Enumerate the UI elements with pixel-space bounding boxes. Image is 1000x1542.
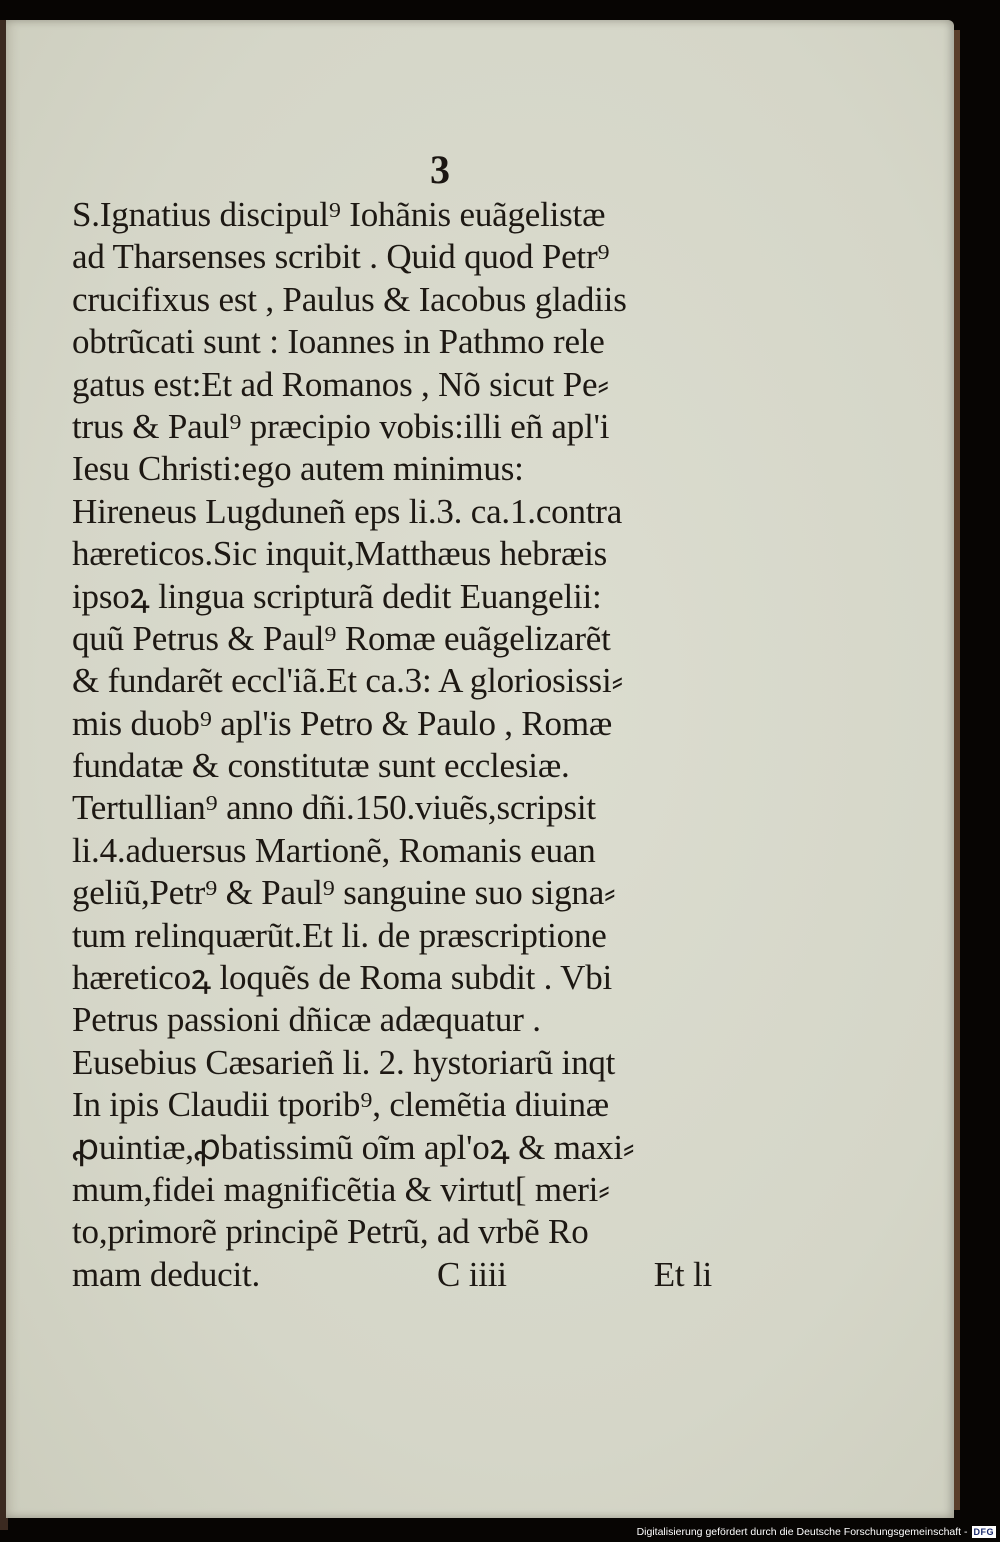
text-line: S.Ignatius discipul⁹ Iohãnis euãgelistæ bbox=[72, 195, 606, 234]
text-line: hæreticos.Sic inquit,Matthæus hebræis bbox=[72, 534, 608, 574]
text-line: In ipis Claudii tporib⁹, clemẽtia diuinæ bbox=[72, 1085, 609, 1125]
text-line: Tertullian⁹ anno dñi.150.viuẽs,scripsit bbox=[72, 788, 596, 828]
dfg-logo-icon: DFG bbox=[973, 1527, 994, 1537]
text-line: gatus est:Et ad Romanos , Nõ sicut Pe⸗ bbox=[72, 364, 609, 404]
text-line: ipsoꝝ lingua scripturã dedit Euangelii: bbox=[72, 576, 602, 616]
text-line: Hireneus Lugduneñ eps li.3. ca.1.contra bbox=[72, 491, 623, 531]
text-line: mis duob⁹ apl'is Petro & Paulo , Romæ bbox=[72, 703, 613, 743]
text-line: & fundarẽt eccl'iã.Et ca.3: A gloriosissi⸗ bbox=[72, 661, 623, 701]
footer-signature: C iiii bbox=[437, 1254, 507, 1294]
page-signature-mark: 3 bbox=[430, 147, 450, 192]
text-line: fundatæ & constitutæ sunt ecclesiæ. bbox=[72, 746, 570, 786]
text-line: to,primorẽ principẽ Petrũ, ad vrbẽ Ro bbox=[72, 1212, 589, 1252]
text-line: tum relinquærũt.Et li. de præscriptione bbox=[72, 915, 607, 955]
text-line: hæreticoꝝ loquẽs de Roma subdit . Vbi bbox=[72, 958, 613, 998]
text-line: geliũ,Petr⁹ & Paul⁹ sanguine suo signa⸗ bbox=[72, 873, 616, 913]
footer-last-words: mam deducit. bbox=[72, 1254, 261, 1294]
text-line: mum,fidei magnificẽtia & virtut[ meri⸗ bbox=[72, 1169, 610, 1209]
digitization-credit bbox=[540, 1524, 996, 1540]
text-line: ad Tharsenses scribit . Quid quod Petr⁹ bbox=[72, 237, 610, 277]
text-line: crucifixus est , Paulus & Iacobus gladiis bbox=[72, 279, 627, 319]
footer-catchword: Et li bbox=[653, 1254, 712, 1294]
text-line: Petrus passioni dñicæ adæquatur . bbox=[72, 1000, 541, 1040]
credit-text: Digitalisierung gefördert durch die Deutsche Forschungsgemeinschaft - bbox=[636, 1526, 968, 1538]
body-text bbox=[72, 194, 742, 1296]
text-line: quũ Petrus & Paul⁹ Romæ euãgelizarẽt bbox=[72, 618, 611, 658]
text-line: Iesu Christi:ego autem minimus: bbox=[72, 449, 524, 489]
page-footer bbox=[72, 1254, 742, 1296]
text-line: obtrũcati sunt : Ioannes in Pathmo rele bbox=[72, 322, 605, 362]
text-line: trus & Paul⁹ præcipio vobis:illi eñ apl'i bbox=[72, 406, 610, 446]
text-line: li.4.aduersus Martionẽ, Romanis euan bbox=[72, 830, 596, 870]
text-line: Eusebius Cæsarieñ li. 2. hystoriarũ inqt bbox=[72, 1042, 616, 1082]
text-line: ꝓuintiæ,ꝓbatissimũ oĩm apl'oꝝ & maxi⸗ bbox=[72, 1127, 635, 1167]
